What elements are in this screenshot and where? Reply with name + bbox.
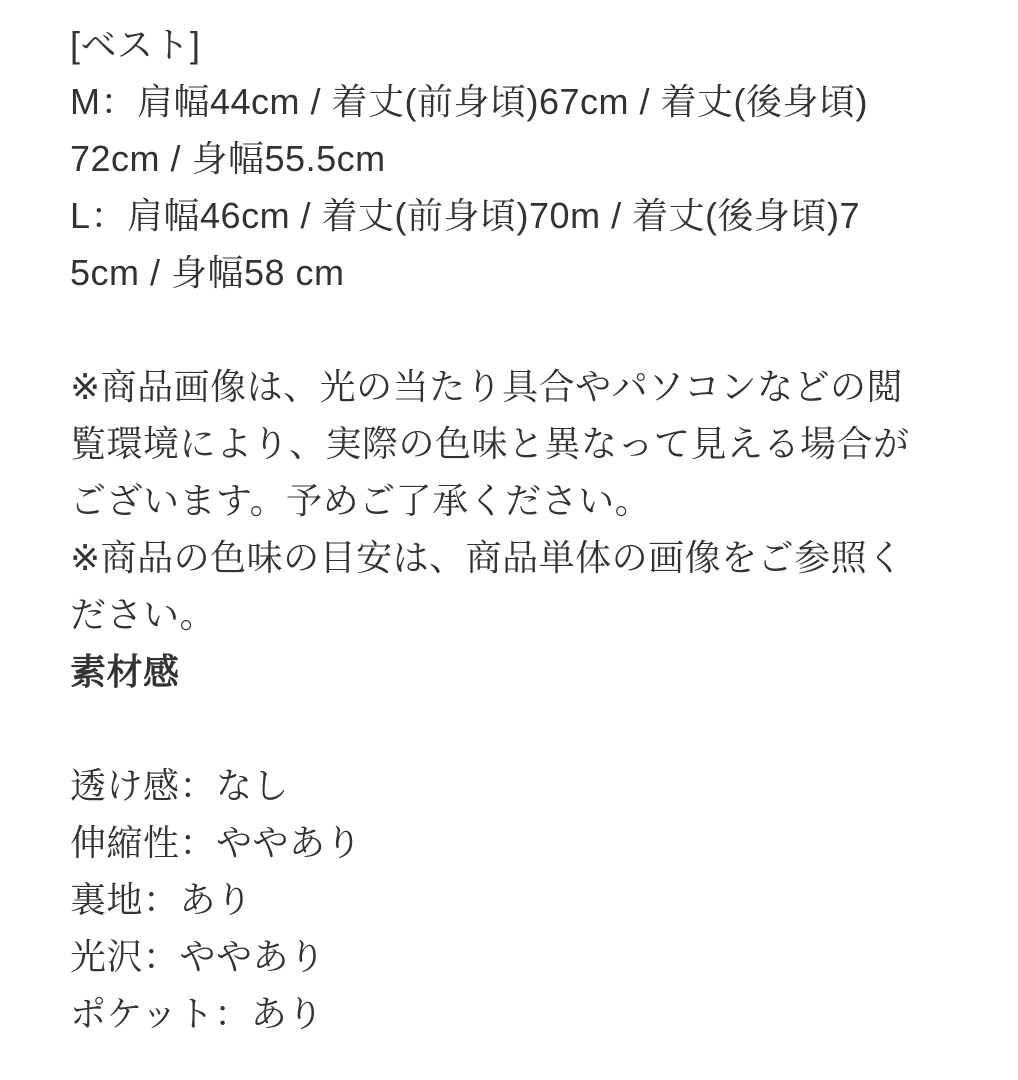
spec-value: ややあり <box>179 936 326 977</box>
color-notice-line2: 覧環境により、実際の色味と異なって見える場合が <box>70 423 910 464</box>
spec-value: あり <box>250 993 324 1034</box>
spec-value: なし <box>216 765 290 806</box>
spec-row-lining <box>70 871 998 928</box>
spec-separator: ： <box>143 936 180 977</box>
spec-label: 裏地 <box>70 879 144 920</box>
size-m-spec-line1: M：肩幅44cm / 着丈(前身頃)67cm / 着丈(後身頃) <box>70 81 869 122</box>
spec-row-gloss <box>70 928 998 985</box>
spec-label: ポケット <box>70 993 215 1034</box>
spec-separator: ： <box>179 765 217 806</box>
color-notice-line5: ださい。 <box>70 594 217 635</box>
spec-label: 透け感 <box>70 765 180 806</box>
blank-line <box>70 301 998 358</box>
spec-separator: ： <box>143 879 180 920</box>
spec-label: 伸縮性 <box>70 822 180 863</box>
spec-row-pocket <box>70 985 998 1042</box>
size-l-spec-line2: 5cm / 身幅58 cm <box>70 252 345 293</box>
spec-value: ややあり <box>216 822 363 863</box>
spec-row-sheerness <box>70 757 998 814</box>
material-section-heading: 素材感 <box>70 651 180 692</box>
size-l-spec-line1: L：肩幅46cm / 着丈(前身頃)70m / 着丈(後身頃)7 <box>70 195 861 236</box>
spec-row-stretch <box>70 814 998 871</box>
color-notice-line3: ございます。予めご了承ください。 <box>70 480 652 521</box>
size-m-spec-line2: 72cm / 身幅55.5cm <box>70 138 386 179</box>
spec-label: 光沢 <box>70 936 144 977</box>
color-notice-line1: ※商品画像は、光の当たり具合やパソコンなどの閲 <box>70 366 903 407</box>
color-notice-line4: ※商品の色味の目安は、商品単体の画像をご参照く <box>70 537 904 578</box>
size-category-label: [ベスト] <box>70 24 201 65</box>
spec-separator: ： <box>179 822 217 863</box>
spec-separator: ： <box>214 993 251 1034</box>
spec-value: あり <box>179 879 253 920</box>
blank-line <box>70 700 998 757</box>
